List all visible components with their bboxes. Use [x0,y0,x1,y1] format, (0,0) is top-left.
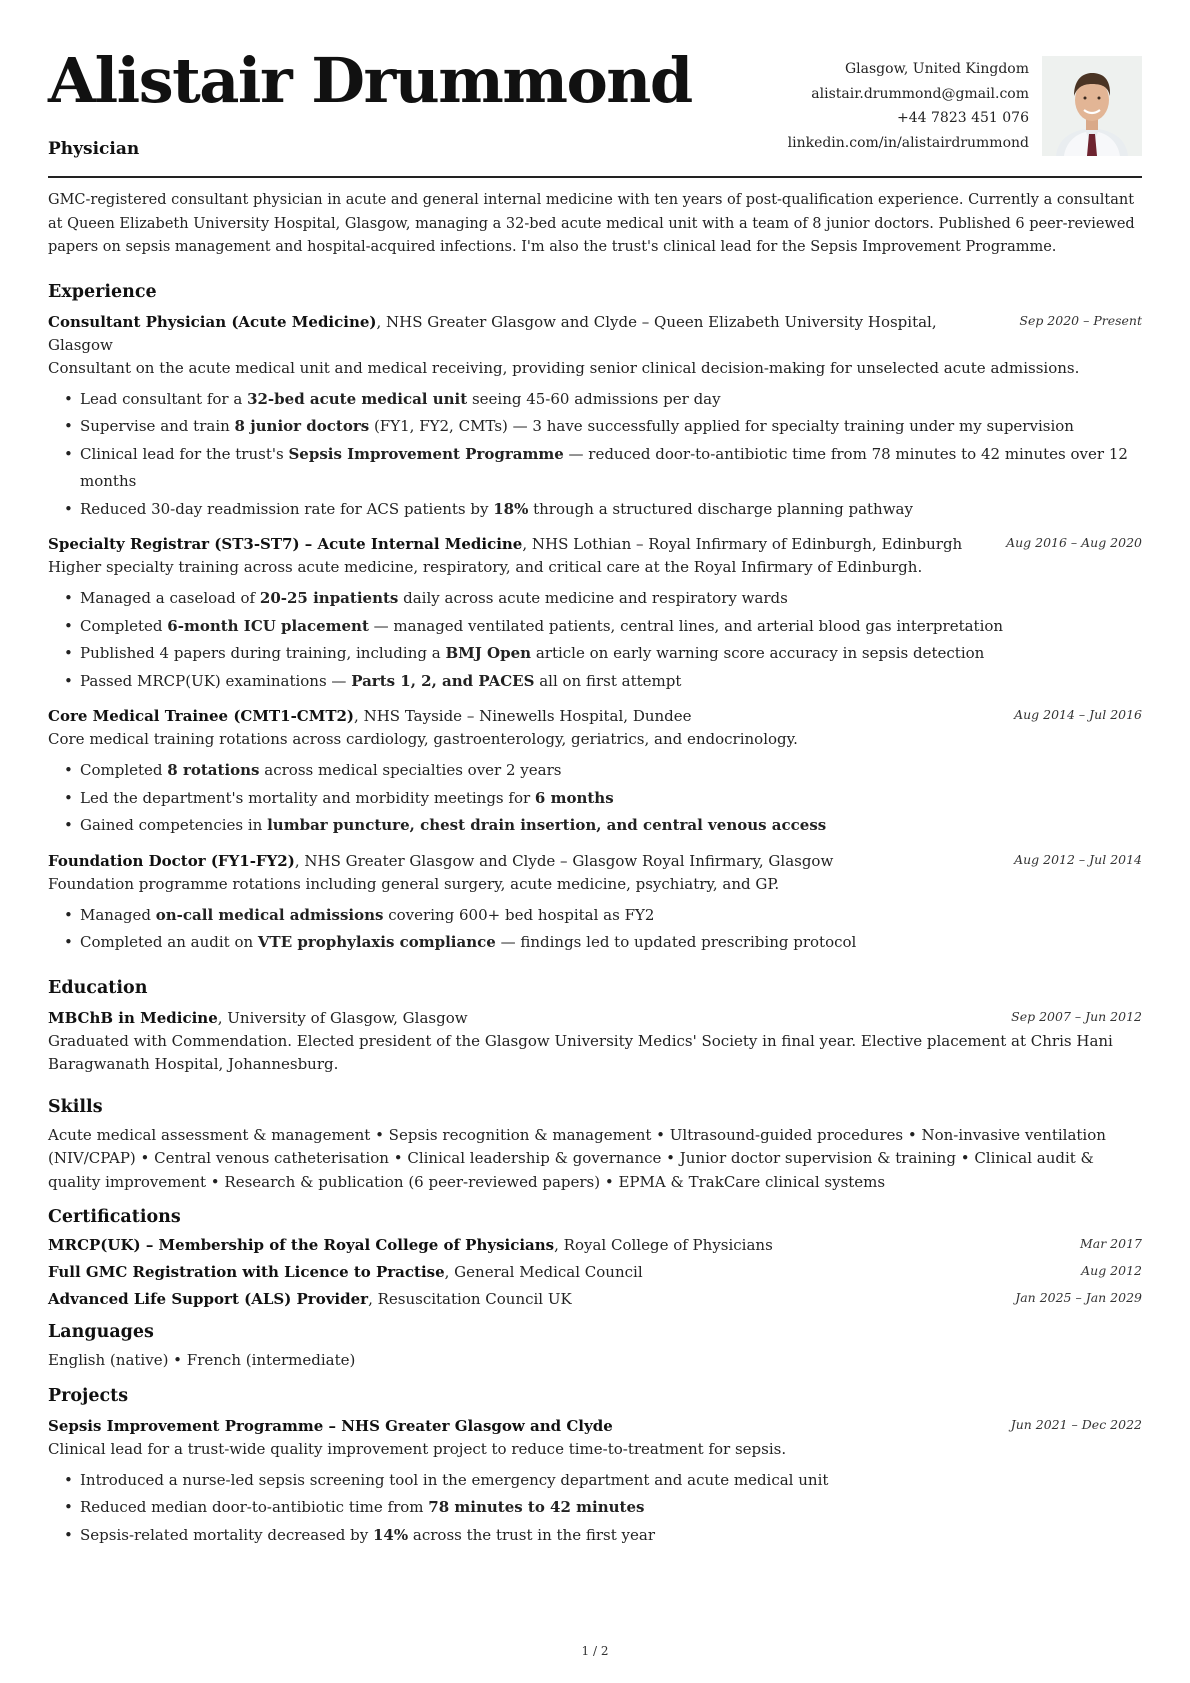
bullet-highlight: 20-25 inpatients [259,589,399,607]
bullet-text: Published 4 papers during training, including a [80,644,446,662]
experience-entry [48,850,1142,957]
bullet-item [80,1467,1142,1495]
job-header [48,850,1142,873]
job-date: Aug 2014 – Jul 2016 [1014,707,1142,722]
certification-date: Jan 2025 – Jan 2029 [1015,1290,1142,1305]
contact-phone: +44 7823 451 076 [897,110,1029,126]
certifications-section [48,1207,1142,1311]
bullet-text: all on first attempt [534,671,682,690]
job-date: Aug 2016 – Aug 2020 [1006,535,1142,550]
certification-header [48,1234,1142,1257]
bullet-text: seeing 45-60 admissions per day [467,389,721,408]
bullet-highlight: Sepsis Improvement Programme [288,444,564,463]
bullet-text: covering 600+ bed hospital as FY2 [383,905,655,924]
bullet-text: Reduced median door-to-antibiotic time from [80,1498,429,1516]
bullet-item [80,929,1142,957]
job-bullets [48,757,1142,840]
profile-photo-portrait [1042,56,1142,156]
certification-entry [48,1288,1142,1311]
bullet-highlight: lumbar puncture, chest drain insertion, and central venous access [267,816,827,834]
certification-issuer: , General Medical Council [444,1263,643,1281]
education-degree: MBChB in Medicine [48,1008,218,1027]
bullet-text: daily across acute medicine and respiratory wards [398,589,788,607]
project-name: Sepsis Improvement Programme – NHS Greater Glasgow and Clyde [48,1416,613,1435]
job-description: Core medical training rotations across cardiology, gastroenterology, geriatrics, and endocrinology. [48,730,798,748]
job-organization: , NHS Greater Glasgow and Clyde – Glasgow Royal Infirmary, Glasgow [294,851,834,870]
bullet-text: Managed [80,905,156,924]
bullet-item [80,441,1142,496]
bullet-text: Introduced a nurse-led sepsis screening tool in the emergency department and acute medical unit [80,1470,829,1489]
bullet-text: Reduced 30-day readmission rate for ACS patients by [80,499,494,518]
contact-email: alistair.drummond@gmail.com [811,85,1029,102]
skills-section [48,1097,1142,1195]
languages-section [48,1322,1142,1373]
contact-linkedin: linkedin.com/in/alistairdrummond [787,134,1029,151]
bullet-highlight: Parts 1, 2, and PACES [351,671,535,690]
bullet-text: Lead consultant for a [80,389,248,408]
projects-section [48,1386,1142,1550]
page-number: 1 / 2 [581,1644,609,1658]
section-title-projects: Projects [48,1385,129,1406]
job-title: Foundation Doctor (FY1-FY2) [48,851,295,870]
bullet-text: Completed [80,761,168,779]
job-bullets [48,902,1142,957]
certification-header [48,1288,1142,1311]
bullet-text: Clinical lead for the trust's [80,444,289,463]
education-description: Graduated with Commendation. Elected president of the Glasgow University Medics' Society in final year. Elective placement at Chris Hani Baragwanath Hospital, Johannesburg. [48,1031,1113,1073]
job-date: Aug 2012 – Jul 2014 [1014,851,1142,867]
experience-entry [48,311,1142,524]
section-title-languages: Languages [48,1322,154,1342]
bullet-text: Completed [80,616,168,635]
bullet-text: — reduced door-to-antibiotic time from 78 minutes to 42 minutes over 12 months [80,444,1128,490]
profile-photo [1042,56,1142,156]
certifications-list [48,1234,1142,1311]
bullet-text: Sepsis-related mortality decreased by [80,1525,373,1544]
bullet-item [80,668,1142,696]
bullet-item [80,1494,1142,1522]
bullet-item [80,812,1142,840]
bullet-highlight: BMJ Open [445,644,532,662]
bullet-text: — findings led to updated prescribing protocol [495,933,857,951]
job-organization: , NHS Greater Glasgow and Clyde – Queen Elizabeth University Hospital, Glasgow [48,312,937,354]
education-school: , University of Glasgow, Glasgow [217,1008,468,1027]
section-title-education: Education [48,977,148,998]
bullet-highlight: 78 minutes to 42 minutes [428,1498,645,1516]
header-divider [48,176,1142,178]
certification-entry [48,1261,1142,1284]
job-header [48,705,1142,728]
bullet-item [80,413,1142,441]
certification-entry [48,1234,1142,1257]
contact-block [788,57,1029,155]
project-bullets [48,1467,1142,1550]
experience-list [48,311,1142,957]
job-title: Core Medical Trainee (CMT1-CMT2) [48,707,355,725]
bullet-text: Led the department's mortality and morbidity meetings for [80,788,535,807]
bullet-text: through a structured discharge planning pathway [528,499,913,518]
certification-issuer: , Royal College of Physicians [554,1236,773,1254]
certification-name: Full GMC Registration with Licence to Practise [48,1263,445,1281]
bullet-item [80,613,1142,641]
bullet-text: article on early warning score accuracy in sepsis detection [531,644,985,662]
job-bullets [48,585,1142,695]
bullet-text: Gained competencies in [80,816,268,834]
section-title-certifications: Certifications [48,1207,181,1227]
certification-name: MRCP(UK) – Membership of the Royal College of Physicians [48,1236,555,1254]
skills-list: Acute medical assessment & management • Sepsis recognition & management • Ultrasound-guided procedures • Non-invasive ventilation (NIV/CPAP) • Central venous catheterisation • Clinical leadership & governance • Junior doctor supervision & training • Clinical audit & quality improvement • Research & publication (6 peer-reviewed papers) • EPMA & TrakCare clinical systems [48,1125,1106,1191]
certification-name: Advanced Life Support (ALS) Provider [48,1290,369,1308]
project-entry [48,1415,1142,1550]
bullet-item [80,1522,1142,1550]
job-title: Specialty Registrar (ST3-ST7) – Acute Internal Medicine [48,535,523,553]
bullet-highlight: 6-month ICU placement [167,616,369,635]
bullet-text: across the trust in the first year [408,1525,655,1544]
certification-header [48,1261,1142,1284]
certification-date: Mar 2017 [1079,1236,1142,1251]
job-title: Consultant Physician (Acute Medicine) [48,312,377,331]
bullet-item [80,757,1142,785]
bullet-text: (FY1, FY2, CMTs) — 3 have successfully applied for specialty training under my supervision [369,417,1074,435]
resume-header [48,0,1142,178]
bullet-highlight: 18% [493,499,529,518]
bullet-highlight: 32-bed acute medical unit [247,389,468,408]
project-description: Clinical lead for a trust-wide quality improvement project to reduce time-to-treatment for sepsis. [48,1439,787,1458]
bullet-highlight: on-call medical admissions [155,905,384,924]
bullet-text: Completed an audit on [80,933,258,951]
bullet-text: — managed ventilated patients, central lines, and arterial blood gas interpretation [368,616,1004,635]
bullet-item [80,496,1142,524]
candidate-role: Physician [48,139,140,159]
project-date: Jun 2021 – Dec 2022 [1010,1416,1142,1432]
job-organization: , NHS Tayside – Ninewells Hospital, Dundee [354,707,692,725]
job-bullets [48,386,1142,524]
job-organization: , NHS Lothian – Royal Infirmary of Edinburgh, Edinburgh [522,535,963,553]
section-title-experience: Experience [48,281,157,302]
job-date: Sep 2020 – Present [1019,312,1142,328]
certification-issuer: , Resuscitation Council UK [368,1290,572,1308]
bullet-item [80,902,1142,930]
project-header [48,1415,1142,1438]
education-section [48,978,1142,1076]
experience-entry [48,533,1142,695]
bullet-item [80,640,1142,668]
job-description: Foundation programme rotations including general surgery, acute medicine, psychiatry, and GP. [48,874,780,893]
bullet-highlight: 14% [373,1525,409,1544]
bullet-item [80,785,1142,813]
section-title-skills: Skills [48,1096,103,1117]
bullet-text: Supervise and train [80,417,235,435]
contact-location: Glasgow, United Kingdom [844,61,1029,77]
job-description: Higher specialty training across acute medicine, respiratory, and critical care at the Royal Infirmary of Edinburgh. [48,558,923,576]
bullet-highlight: 6 months [534,788,614,807]
candidate-name: Alistair Drummond [48,44,692,117]
job-header [48,311,1142,357]
languages-list: English (native) • French (intermediate) [48,1351,356,1369]
resume-page [48,0,1142,1683]
education-date: Sep 2007 – Jun 2012 [1011,1008,1142,1024]
certification-date: Aug 2012 [1081,1263,1142,1278]
bullet-highlight: 8 rotations [167,761,260,779]
professional-summary: GMC-registered consultant physician in acute and general internal medicine with ten years of post-qualification experience. Currently a consultant at Queen Elizabeth University Hospital, Glasgow, managing a 32-bed acute medical unit with a team of 8 junior doctors. Published 6 peer-reviewed papers on sepsis management and hospital-acquired infections. I'm also the trust's clinical lead for the Sepsis Improvement Programme. [48,192,1135,255]
bullet-highlight: VTE prophylaxis compliance [257,933,496,951]
experience-entry [48,705,1142,840]
education-entry [48,1007,1142,1076]
bullet-item [80,585,1142,613]
education-header [48,1007,1142,1030]
bullet-item [80,386,1142,414]
job-description: Consultant on the acute medical unit and medical receiving, providing senior clinical decision-making for unselected acute admissions. [48,358,1080,377]
bullet-text: Passed MRCP(UK) examinations — [80,671,352,690]
experience-section [48,282,1142,957]
job-header [48,533,1142,556]
bullet-text: across medical specialties over 2 years [259,761,562,779]
bullet-highlight: 8 junior doctors [234,417,370,435]
bullet-text: Managed a caseload of [80,589,260,607]
